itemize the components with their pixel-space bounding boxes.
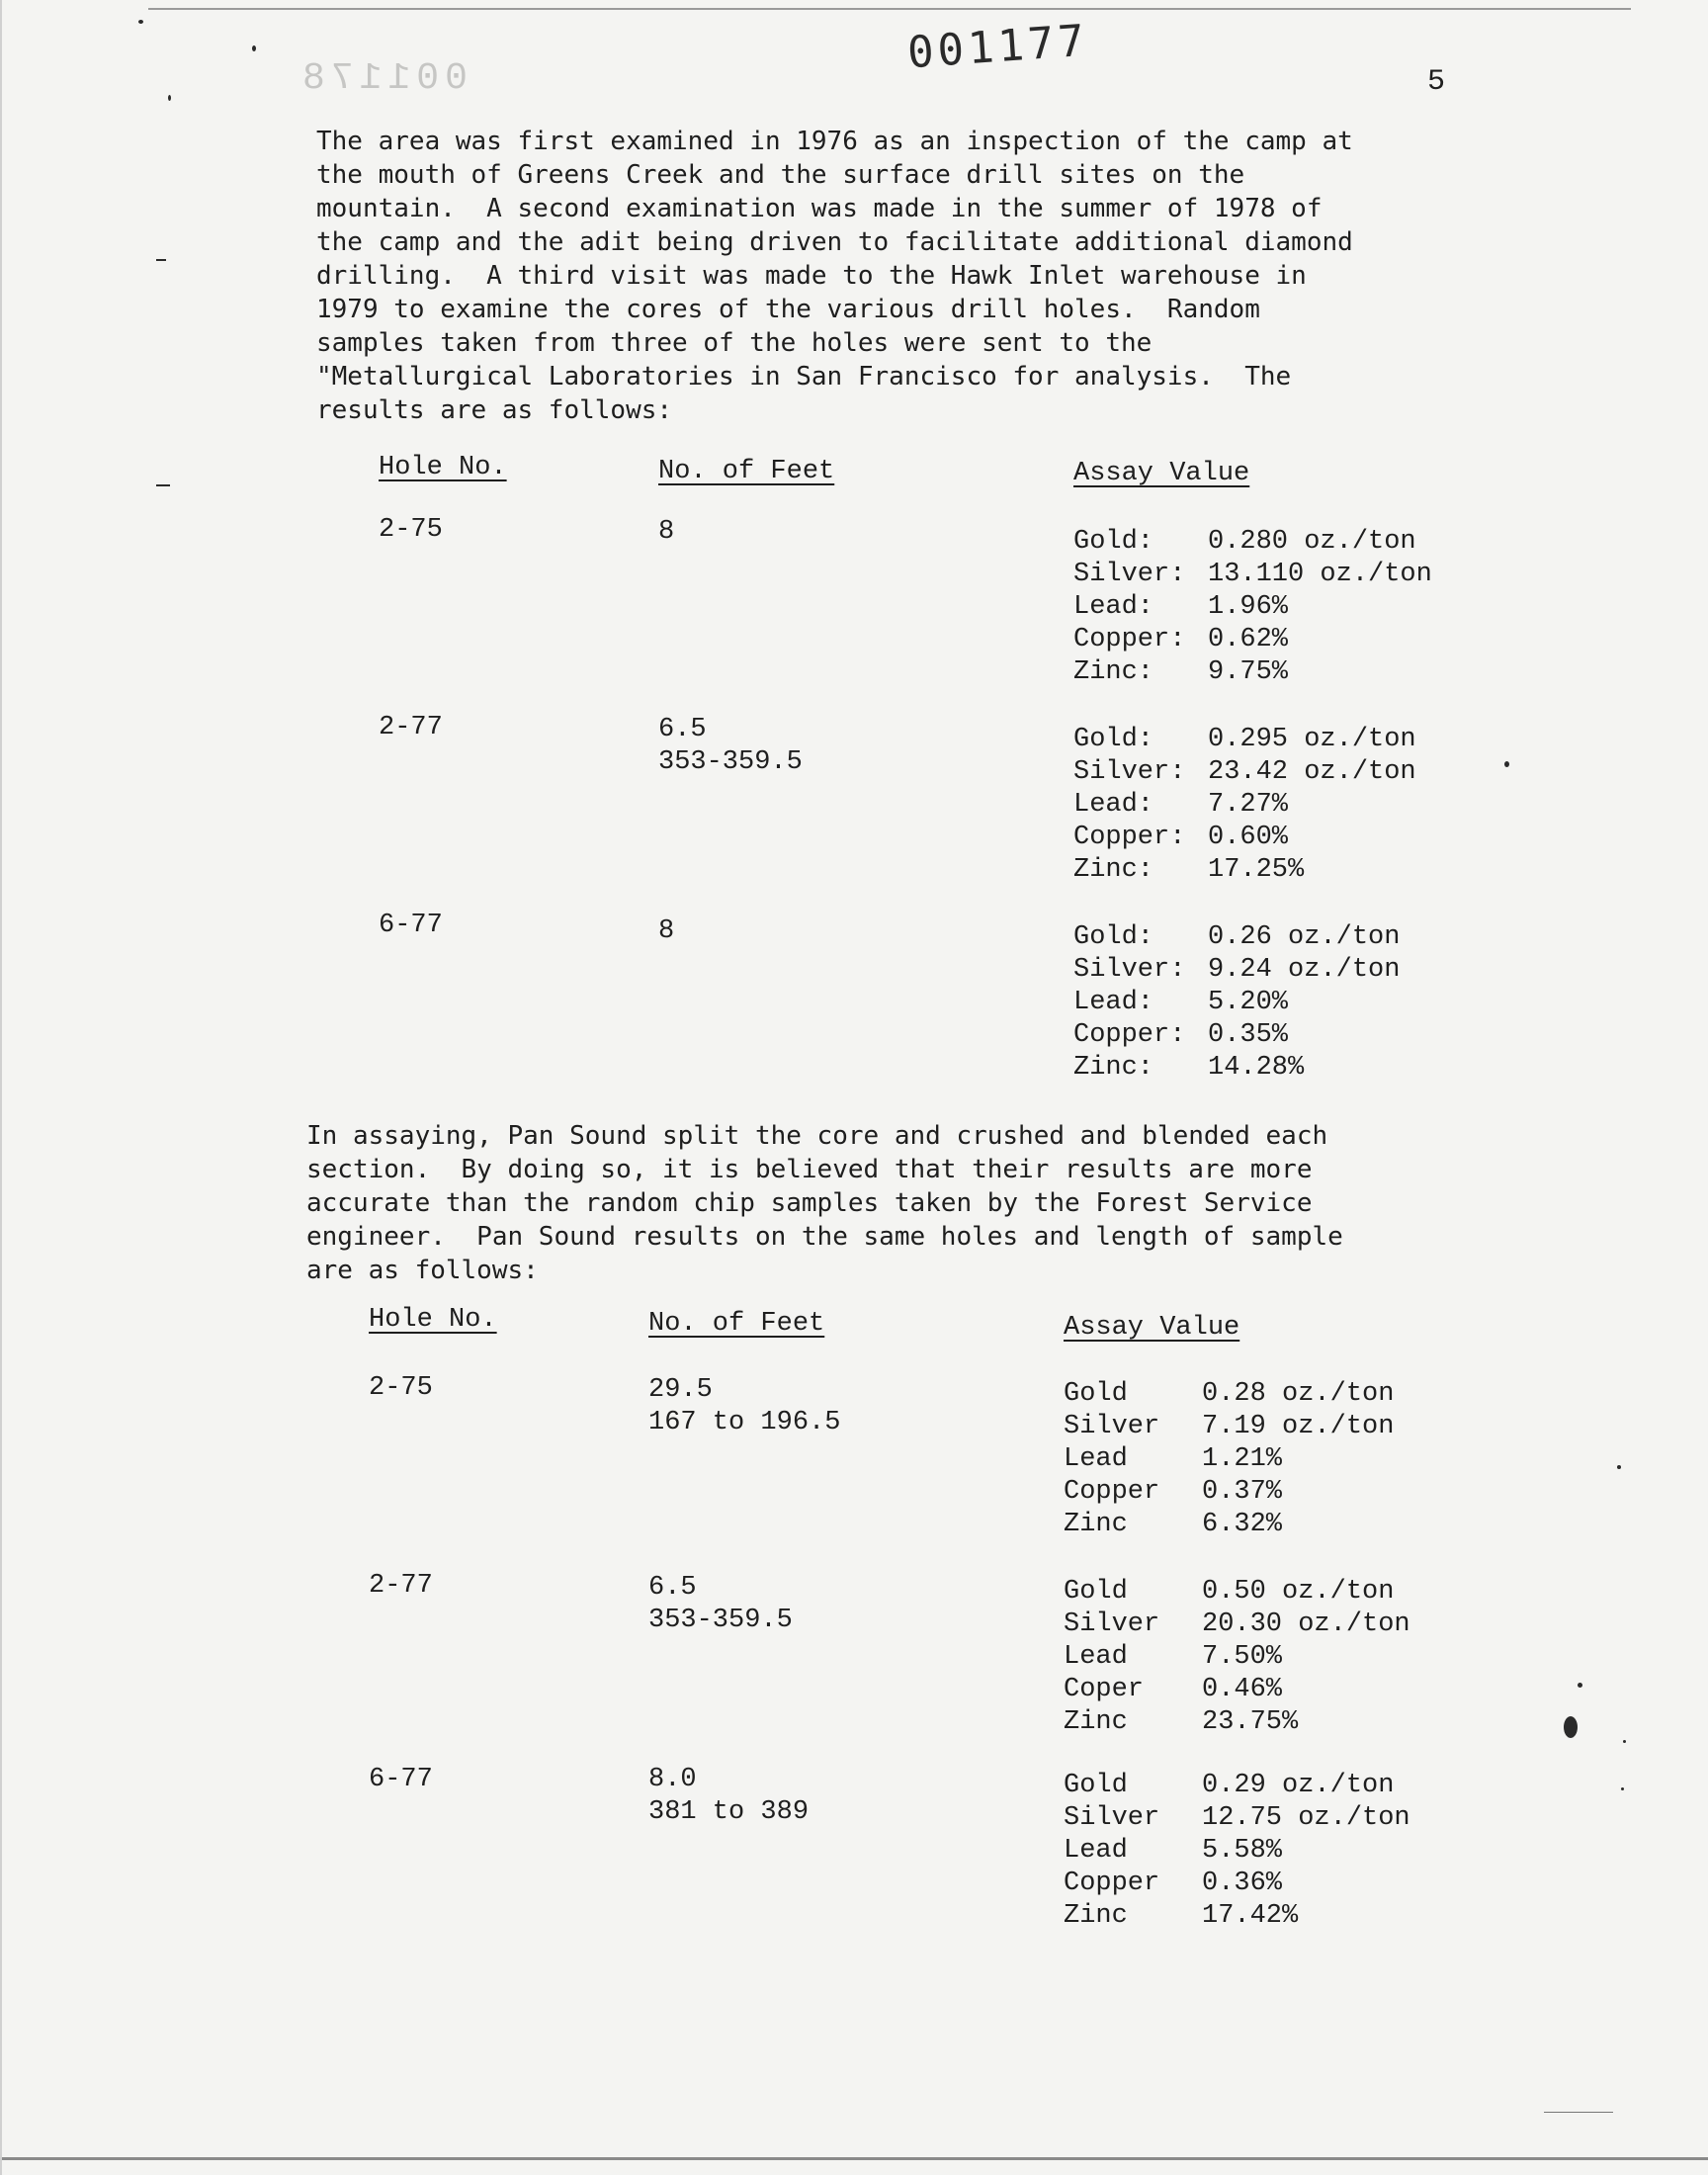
scan-speck bbox=[138, 20, 143, 24]
mineral-name: Silver: bbox=[1073, 955, 1186, 985]
assay-amount: 0.60% bbox=[1208, 823, 1289, 852]
assay-line bbox=[1073, 724, 1416, 756]
assay-values bbox=[1064, 1576, 1410, 1739]
assay-line bbox=[1073, 822, 1416, 854]
feet-value bbox=[658, 915, 674, 948]
assay-amount: 9.75% bbox=[1208, 657, 1289, 687]
scan-speck bbox=[1617, 1465, 1621, 1469]
table2-header-feet: No. of Feet bbox=[648, 1309, 825, 1339]
feet-line: 8 bbox=[658, 916, 675, 946]
assay-line bbox=[1073, 656, 1432, 689]
mineral-name: Zinc bbox=[1064, 1707, 1128, 1737]
hole-number: 2-75 bbox=[379, 515, 443, 545]
mineral-name: Lead bbox=[1064, 1642, 1128, 1672]
mineral-name: Lead: bbox=[1073, 988, 1154, 1017]
table-row bbox=[0, 1570, 1708, 1778]
mineral-name: Silver bbox=[1064, 1412, 1160, 1441]
text-line: samples taken from three of the holes were sent to the bbox=[316, 328, 1153, 358]
text-line: section. By doing so, it is believed that their results are more bbox=[306, 1155, 1313, 1184]
assay-values bbox=[1064, 1770, 1410, 1933]
assay-amount: 17.42% bbox=[1202, 1901, 1299, 1931]
assay-line bbox=[1073, 789, 1416, 822]
hole-number: 2-77 bbox=[379, 713, 443, 742]
assay-line bbox=[1064, 1835, 1410, 1868]
assay-amount: 0.62% bbox=[1208, 625, 1289, 654]
table2-header-assay: Assay Value bbox=[1064, 1313, 1240, 1343]
mineral-name: Zinc: bbox=[1073, 1053, 1154, 1083]
assay-amount: 20.30 oz./ton bbox=[1202, 1610, 1410, 1639]
assay-line bbox=[1073, 1019, 1400, 1052]
hole-number: 2-77 bbox=[369, 1571, 433, 1601]
assay-line bbox=[1064, 1674, 1410, 1706]
assay-amount: 0.37% bbox=[1202, 1477, 1283, 1507]
mineral-name: Zinc: bbox=[1073, 855, 1154, 885]
assay-line bbox=[1073, 591, 1432, 624]
scan-speck bbox=[1544, 2112, 1613, 2113]
mineral-name: Gold: bbox=[1073, 527, 1154, 557]
feet-value bbox=[648, 1374, 840, 1439]
assay-line bbox=[1064, 1378, 1394, 1411]
table-row bbox=[0, 712, 1708, 919]
mineral-name: Gold: bbox=[1073, 922, 1154, 952]
assay-line bbox=[1073, 624, 1432, 656]
scan-speck bbox=[1578, 1683, 1582, 1688]
assay-amount: 7.19 oz./ton bbox=[1202, 1412, 1395, 1441]
text-line: accurate than the random chip samples taken by the Forest Service bbox=[306, 1188, 1313, 1218]
feet-line: 381 to 389 bbox=[648, 1797, 810, 1827]
assay-amount: 0.35% bbox=[1208, 1020, 1289, 1050]
mineral-name: Copper: bbox=[1073, 823, 1186, 852]
assay-values bbox=[1073, 921, 1400, 1085]
assay-amount: 17.25% bbox=[1208, 855, 1305, 885]
bleed-through-doc-number: 001178 bbox=[297, 57, 468, 100]
assay-amount: 0.28 oz./ton bbox=[1202, 1379, 1395, 1409]
assay-amount: 0.46% bbox=[1202, 1675, 1283, 1704]
assay-amount: 0.295 oz./ton bbox=[1208, 725, 1416, 754]
assay-line bbox=[1064, 1609, 1410, 1641]
assay-values bbox=[1073, 724, 1416, 887]
assay-line bbox=[1064, 1770, 1410, 1802]
mineral-name: Lead bbox=[1064, 1836, 1128, 1866]
feet-line: 8 bbox=[658, 517, 675, 547]
document-number: 001177 bbox=[905, 15, 1090, 79]
scan-edge-top bbox=[148, 8, 1631, 10]
scan-speck bbox=[252, 45, 256, 51]
mineral-name: Gold bbox=[1064, 1379, 1128, 1409]
mineral-name: Gold: bbox=[1073, 725, 1154, 754]
hole-number: 6-77 bbox=[369, 1765, 433, 1794]
text-line: "Metallurgical Laboratories in San Francisco for analysis. The bbox=[316, 362, 1292, 392]
assay-line bbox=[1073, 921, 1400, 954]
assay-amount: 0.36% bbox=[1202, 1869, 1283, 1898]
assay-amount: 6.32% bbox=[1202, 1510, 1283, 1539]
assay-line bbox=[1064, 1641, 1410, 1674]
assay-line bbox=[1064, 1576, 1410, 1609]
scan-speck bbox=[168, 95, 171, 101]
assay-amount: 0.29 oz./ton bbox=[1202, 1771, 1395, 1800]
assay-line bbox=[1064, 1868, 1410, 1900]
text-line: drilling. A third visit was made to the Hawk Inlet warehouse in bbox=[316, 261, 1307, 291]
table-row bbox=[0, 910, 1708, 1117]
assay-amount: 23.75% bbox=[1202, 1707, 1299, 1737]
scan-speck bbox=[1623, 1740, 1626, 1743]
mineral-name: Zinc: bbox=[1073, 657, 1154, 687]
assay-line bbox=[1073, 954, 1400, 987]
scan-speck bbox=[1621, 1787, 1624, 1790]
mineral-name: Silver: bbox=[1073, 560, 1186, 589]
mineral-name: Gold bbox=[1064, 1771, 1128, 1800]
mineral-name: Copper: bbox=[1073, 625, 1186, 654]
feet-line: 167 to 196.5 bbox=[648, 1408, 841, 1437]
text-line: The area was first examined in 1976 as an inspection of the camp at bbox=[316, 127, 1353, 156]
text-line: mountain. A second examination was made in the summer of 1978 of bbox=[316, 194, 1323, 223]
mineral-name: Zinc bbox=[1064, 1510, 1128, 1539]
text-line: engineer. Pan Sound results on the same holes and length of sample bbox=[306, 1222, 1343, 1252]
assay-amount: 5.20% bbox=[1208, 988, 1289, 1017]
assay-amount: 13.110 oz./ton bbox=[1208, 560, 1432, 589]
assay-line bbox=[1073, 756, 1416, 789]
feet-line: 6.5 bbox=[648, 1573, 697, 1603]
assay-line bbox=[1073, 1052, 1400, 1085]
assay-line bbox=[1064, 1509, 1394, 1541]
text-line: are as follows: bbox=[306, 1256, 539, 1285]
table2-header-hole: Hole No. bbox=[369, 1305, 497, 1335]
mineral-name: Coper bbox=[1064, 1675, 1145, 1704]
intro-paragraph bbox=[316, 125, 1353, 427]
scan-speck bbox=[1504, 761, 1509, 767]
assay-line bbox=[1064, 1411, 1394, 1443]
feet-value bbox=[658, 714, 803, 779]
assay-amount: 5.58% bbox=[1202, 1836, 1283, 1866]
assay-line bbox=[1064, 1706, 1410, 1739]
feet-value bbox=[658, 516, 674, 549]
assay-amount: 9.24 oz./ton bbox=[1208, 955, 1401, 985]
page-number: 5 bbox=[1427, 65, 1446, 99]
mineral-name: Lead bbox=[1064, 1444, 1128, 1474]
mineral-name: Silver bbox=[1064, 1803, 1160, 1833]
assay-amount: 23.42 oz./ton bbox=[1208, 757, 1416, 787]
scan-speck bbox=[156, 259, 166, 261]
assay-amount: 1.96% bbox=[1208, 592, 1289, 622]
assay-amount: 14.28% bbox=[1208, 1053, 1305, 1083]
mineral-name: Silver bbox=[1064, 1610, 1160, 1639]
assay-amount: 0.26 oz./ton bbox=[1208, 922, 1401, 952]
mineral-name: Copper bbox=[1064, 1477, 1160, 1507]
assay-line bbox=[1073, 526, 1432, 559]
scan-speck bbox=[156, 484, 170, 486]
text-line: results are as follows: bbox=[316, 395, 673, 425]
feet-line: 29.5 bbox=[648, 1375, 713, 1405]
text-line: In assaying, Pan Sound split the core and crushed and blended each bbox=[306, 1121, 1328, 1151]
mineral-name: Lead: bbox=[1073, 592, 1154, 622]
assay-line bbox=[1073, 559, 1432, 591]
table1-header-feet: No. of Feet bbox=[658, 457, 835, 486]
table-row bbox=[0, 1372, 1708, 1580]
feet-line: 8.0 bbox=[648, 1765, 697, 1794]
assay-values bbox=[1064, 1378, 1394, 1541]
assay-amount: 7.50% bbox=[1202, 1642, 1283, 1672]
hole-number: 6-77 bbox=[379, 911, 443, 940]
mineral-name: Lead: bbox=[1073, 790, 1154, 820]
table-row bbox=[0, 514, 1708, 722]
feet-value bbox=[648, 1572, 793, 1637]
assay-line bbox=[1073, 987, 1400, 1019]
scan-edge-bottom bbox=[0, 2157, 1708, 2160]
assay-amount: 7.27% bbox=[1208, 790, 1289, 820]
assay-values bbox=[1073, 526, 1432, 689]
pan-sound-paragraph bbox=[306, 1119, 1343, 1287]
table1-header-hole: Hole No. bbox=[379, 453, 507, 482]
text-line: the camp and the adit being driven to facilitate additional diamond bbox=[316, 227, 1353, 257]
assay-line bbox=[1064, 1443, 1394, 1476]
mineral-name: Gold bbox=[1064, 1577, 1128, 1607]
feet-value bbox=[648, 1764, 809, 1829]
mineral-name: Copper: bbox=[1073, 1020, 1186, 1050]
assay-amount: 0.50 oz./ton bbox=[1202, 1577, 1395, 1607]
feet-line: 6.5 bbox=[658, 715, 707, 744]
text-line: 1979 to examine the cores of the various drill holes. Random bbox=[316, 295, 1260, 324]
table1-header-assay: Assay Value bbox=[1073, 459, 1250, 488]
feet-line: 353-359.5 bbox=[658, 747, 803, 777]
assay-line bbox=[1064, 1802, 1410, 1835]
mineral-name: Silver: bbox=[1073, 757, 1186, 787]
assay-line bbox=[1073, 854, 1416, 887]
text-line: the mouth of Greens Creek and the surface drill sites on the bbox=[316, 160, 1245, 190]
hole-number: 2-75 bbox=[369, 1373, 433, 1403]
table-row bbox=[0, 1764, 1708, 1971]
scan-speck bbox=[1564, 1716, 1578, 1738]
assay-amount: 1.21% bbox=[1202, 1444, 1283, 1474]
assay-line bbox=[1064, 1900, 1410, 1933]
assay-amount: 0.280 oz./ton bbox=[1208, 527, 1416, 557]
mineral-name: Zinc bbox=[1064, 1901, 1128, 1931]
assay-amount: 12.75 oz./ton bbox=[1202, 1803, 1410, 1833]
mineral-name: Copper bbox=[1064, 1869, 1160, 1898]
feet-line: 353-359.5 bbox=[648, 1606, 793, 1635]
assay-line bbox=[1064, 1476, 1394, 1509]
